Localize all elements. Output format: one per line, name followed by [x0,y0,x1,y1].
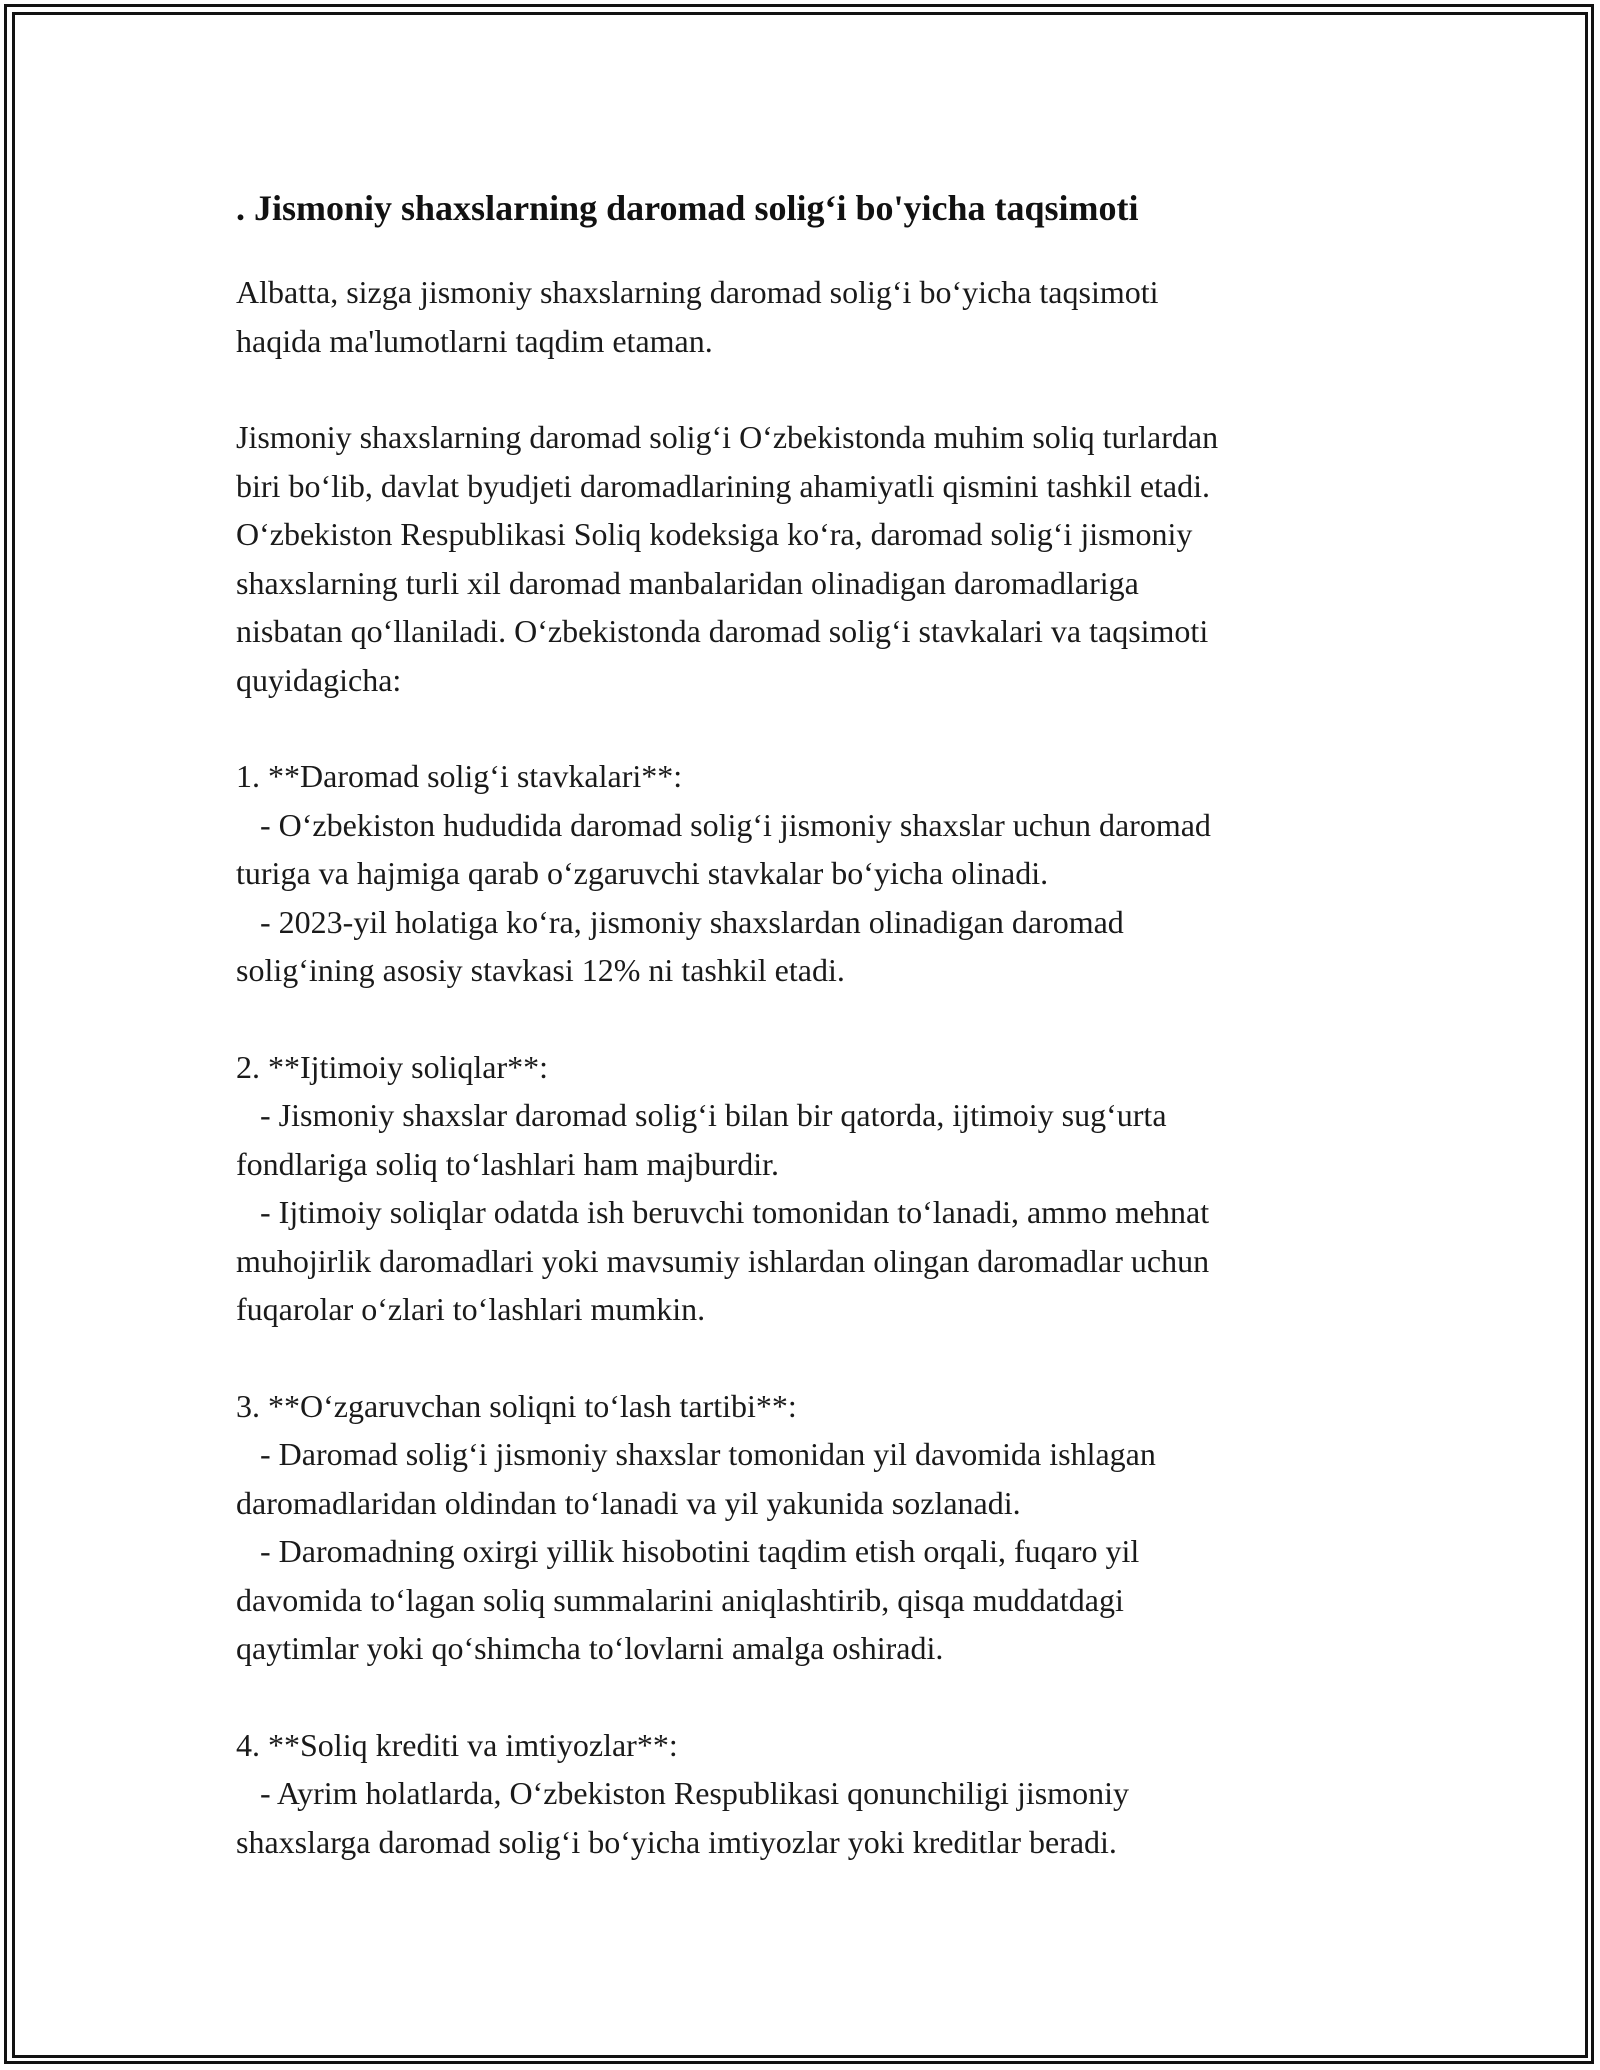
paragraph-overview: Jismoniy shaxslarning daromad solig‘i O‘zbekistonda muhim soliq turlardan biri bo‘lib, davlat byudjeti daromadlarining ahamiyatli qismini tashkil etadi. O‘zbekiston Respublikasi Soliq kodeksiga ko‘ra, daromad solig‘i jismoniy shaxslarning turli xil daromad manbalaridan olinadigan daromadlariga nisbatan qo‘llaniladi. O‘zbekistonda daromad solig‘i stavkalari va taqsimoti quyidagicha: [236,419,1219,698]
list-item-tax-credits: 4. **Soliq krediti va imtiyozlar**: - Ayrim holatlarda, O‘zbekiston Respublikasi qonunchiligi jismoniy shaxslarga daromad solig‘i bo‘yicha imtiyozlar yoki kreditlar beradi. [236,1726,1129,1860]
document-body [236,184,1396,1866]
document-title: . Jismoniy shaxslarning daromad solig‘i bo'yicha taqsimoti [236,188,1139,228]
list-item-tax-rates: 1. **Daromad solig‘i stavkalari**: - O‘zbekiston hududida daromad solig‘i jismoniy shaxslar uchun daromad turiga va hajmiga qarab o‘zgaruvchi stavkalar bo‘yicha olinadi. - 2023-yil holatiga ko‘ra, jismoniy shaxslardan olinadigan daromad solig‘ining asosiy stavkasi 12% ni tashkil etadi. [236,758,1211,988]
paragraph-intro: Albatta, sizga jismoniy shaxslarning daromad solig‘i bo‘yicha taqsimoti haqida ma'lumotlarni taqdim etaman. [236,274,1159,359]
list-item-payment-procedure: 3. **O‘zgaruvchan soliqni to‘lash tartibi**: - Daromad solig‘i jismoniy shaxslar tomonidan yil davomida ishlagan daromadlaridan oldindan to‘lanadi va yil yakunida sozlanadi. - Daromadning oxirgi yillik hisobotini taqdim etish orqali, fuqaro yil davomida to‘lagan soliq summalarini aniqlashtirib, qisqa muddatdagi qaytimlar yoki qo‘shimcha to‘lovlarni amalga oshiradi. [236,1387,1156,1666]
list-item-social-taxes: 2. **Ijtimoiy soliqlar**: - Jismoniy shaxslar daromad solig‘i bilan bir qatorda, ijtimoiy sug‘urta fondlariga soliq to‘lashlari ham majburdir. - Ijtimoiy soliqlar odatda ish beruvchi tomonidan to‘lanadi, ammo mehnat muhojirlik daromadlari yoki mavsumiy ishlardan olingan daromadlar uchun fuqarolar o‘zlari to‘lashlari mumkin. [236,1048,1210,1327]
